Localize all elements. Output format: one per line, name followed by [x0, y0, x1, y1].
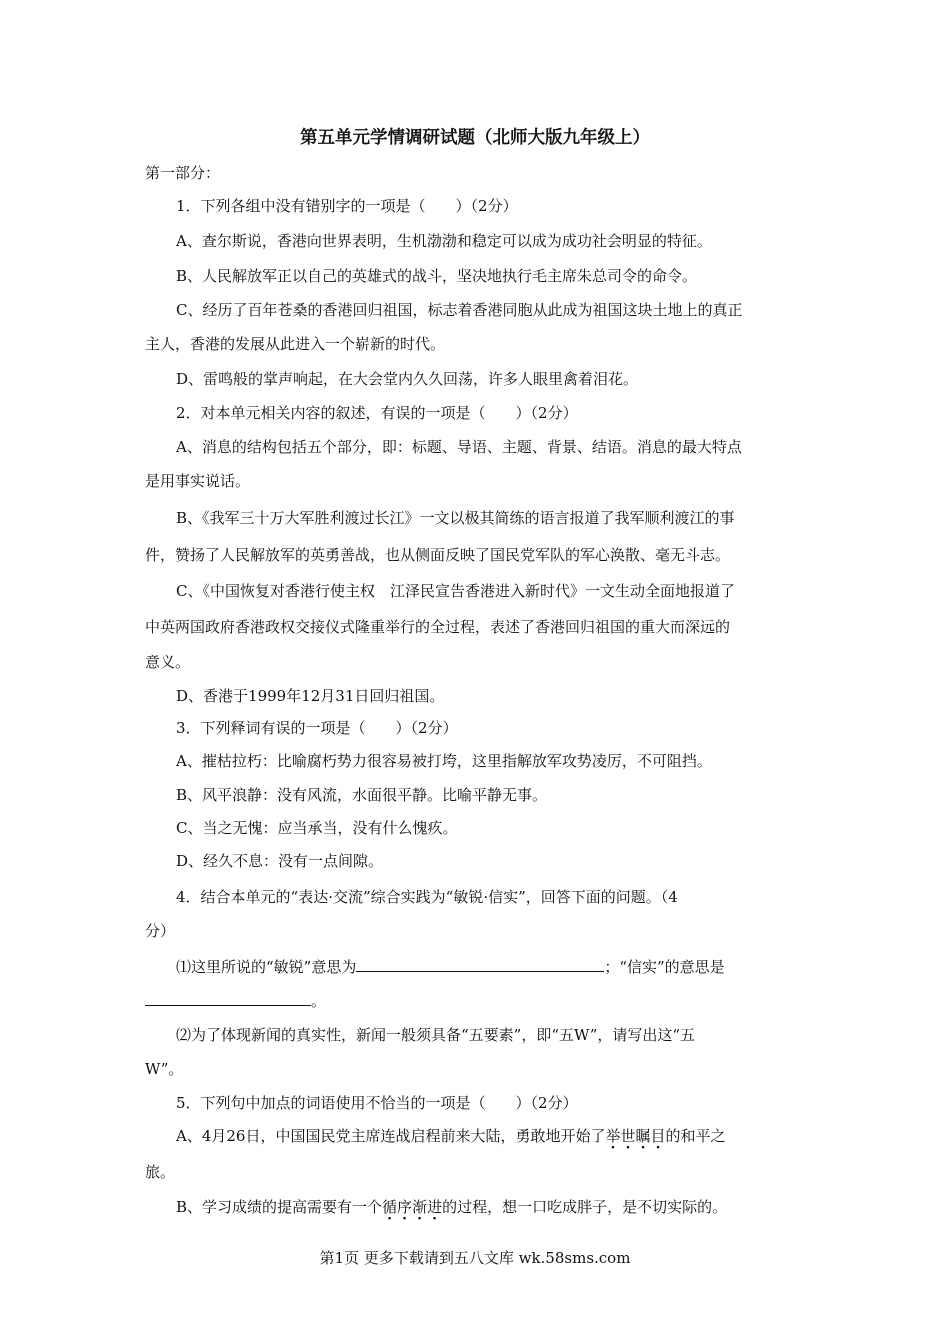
emphasis-char: 进	[427, 1198, 443, 1216]
q2-option-c-line2: 中英两国政府香港政权交接仪式隆重举行的全过程，表述了香港回归祖国的重大而深远的	[145, 618, 731, 636]
q2-option-b-line2: 件，赞扬了人民解放军的英勇善战，也从侧面反映了国民党军队的军心涣散、毫无斗志。	[145, 546, 731, 564]
emphasis-char: 世	[620, 1127, 636, 1145]
q2-option-a-line2: 是用事实说话。	[145, 472, 251, 490]
q3-option-d: D、经久不息：没有一点间隙。	[176, 852, 384, 870]
q5-stem: 5．下列句中加点的词语使用不恰当的一项是（ ）（2分）	[176, 1094, 578, 1112]
q5-option-b	[176, 1197, 727, 1217]
q5-a-dotted-phrase	[605, 1127, 665, 1145]
q4-part1	[176, 955, 725, 977]
q2-option-b-line1: B、《我军三十万大军胜利渡过长江》一文以极其简练的语言报道了我军顺利渡江的事	[176, 509, 735, 527]
q4-part1-continued	[145, 989, 326, 1011]
q4-part2-line2: W”。	[145, 1060, 184, 1078]
q5-b-text-pre: B、学习成绩的提高需要有一个	[176, 1198, 383, 1216]
q1-option-c-line1: C、经历了百年苍桑的香港回归祖国，标志着香港同胞从此成为祖国这块土地上的真正	[176, 301, 743, 319]
q2-stem: 2．对本单元相关内容的叙述，有误的一项是（ ）（2分）	[176, 404, 578, 422]
q5-b-text-post: 的过程，想一口吃成胖子，是不切实际的。	[442, 1198, 728, 1216]
q5-a-text-post: 的和平之	[665, 1127, 726, 1145]
q2-option-d: D、香港于1999年12月31日回归祖国。	[176, 687, 445, 705]
answer-blank-1[interactable]	[356, 955, 604, 972]
q1-option-d: D、雷鸣般的掌声响起，在大会堂内久久回荡，许多人眼里禽着泪花。	[176, 370, 639, 388]
q5-option-a-line1	[176, 1126, 726, 1146]
q5-a-text-pre: A、4月26日，中国国民党主席连战启程前来大陆，勇敢地开始了	[176, 1127, 606, 1145]
q1-option-a: A、查尔斯说，香港向世界表明，生机渤渤和稳定可以成为成功社会明显的特征。	[176, 232, 712, 250]
q4-part2-line1: ⑵为了体现新闻的真实性，新闻一般须具备“五要素”，即“五W”，请写出这“五	[176, 1026, 696, 1044]
q4-stem-line1: 4．结合本单元的“表达·交流”综合实践为“敏锐·信实”，回答下面的问题。（4	[176, 888, 678, 906]
page-title: 第五单元学情调研试题（北师大版九年级上）	[300, 128, 650, 148]
q3-option-b: B、风平浪静：没有风流，水面很平静。比喻平静无事。	[176, 786, 548, 804]
q3-option-c: C、当之无愧：应当承当，没有什么愧疚。	[176, 819, 458, 837]
q4-part1-text-b: ；“信实”的意思是	[604, 958, 725, 976]
q2-option-c-line1: C、《中国恢复对香港行使主权 江泽民宣告香港进入新时代》一文生动全面地报道了	[176, 582, 735, 600]
emphasis-char: 渐	[412, 1198, 428, 1216]
q5-option-a-line2: 旅。	[145, 1163, 176, 1181]
emphasis-char: 目	[650, 1127, 666, 1145]
emphasis-char: 举	[605, 1127, 621, 1145]
emphasis-char: 瞩	[635, 1127, 651, 1145]
q4-part1-text-c: 。	[311, 992, 327, 1010]
q3-option-a: A、摧枯拉朽：比喻腐朽势力很容易被打垮，这里指解放军攻势凌厉，不可阻挡。	[176, 752, 712, 770]
q1-option-b: B、人民解放军正以自己的英雄式的战斗，坚决地执行毛主席朱总司令的命令。	[176, 267, 698, 285]
q1-option-c-line2: 主人，香港的发展从此进入一个崭新的时代。	[145, 335, 446, 353]
q5-b-dotted-phrase	[382, 1198, 442, 1216]
q2-option-c-line3: 意义。	[145, 653, 191, 671]
section-heading: 第一部分：	[145, 164, 221, 182]
q4-part1-text-a: ⑴这里所说的“敏锐”意思为	[176, 958, 357, 976]
q1-stem: 1．下列各组中没有错别字的一项是（ ）（2分）	[176, 197, 518, 215]
answer-blank-2[interactable]	[145, 989, 311, 1006]
q4-stem-line2: 分）	[145, 922, 176, 940]
q2-option-a-line1: A、消息的结构包括五个部分，即：标题、导语、主题、背景、结语。消息的最大特点	[176, 438, 742, 456]
q3-stem: 3．下列释词有误的一项是（ ）（2分）	[176, 719, 458, 737]
emphasis-char: 序	[397, 1198, 413, 1216]
emphasis-char: 循	[382, 1198, 398, 1216]
page-footer: 第1页 更多下载请到五八文库 wk.58sms.com	[319, 1249, 631, 1267]
